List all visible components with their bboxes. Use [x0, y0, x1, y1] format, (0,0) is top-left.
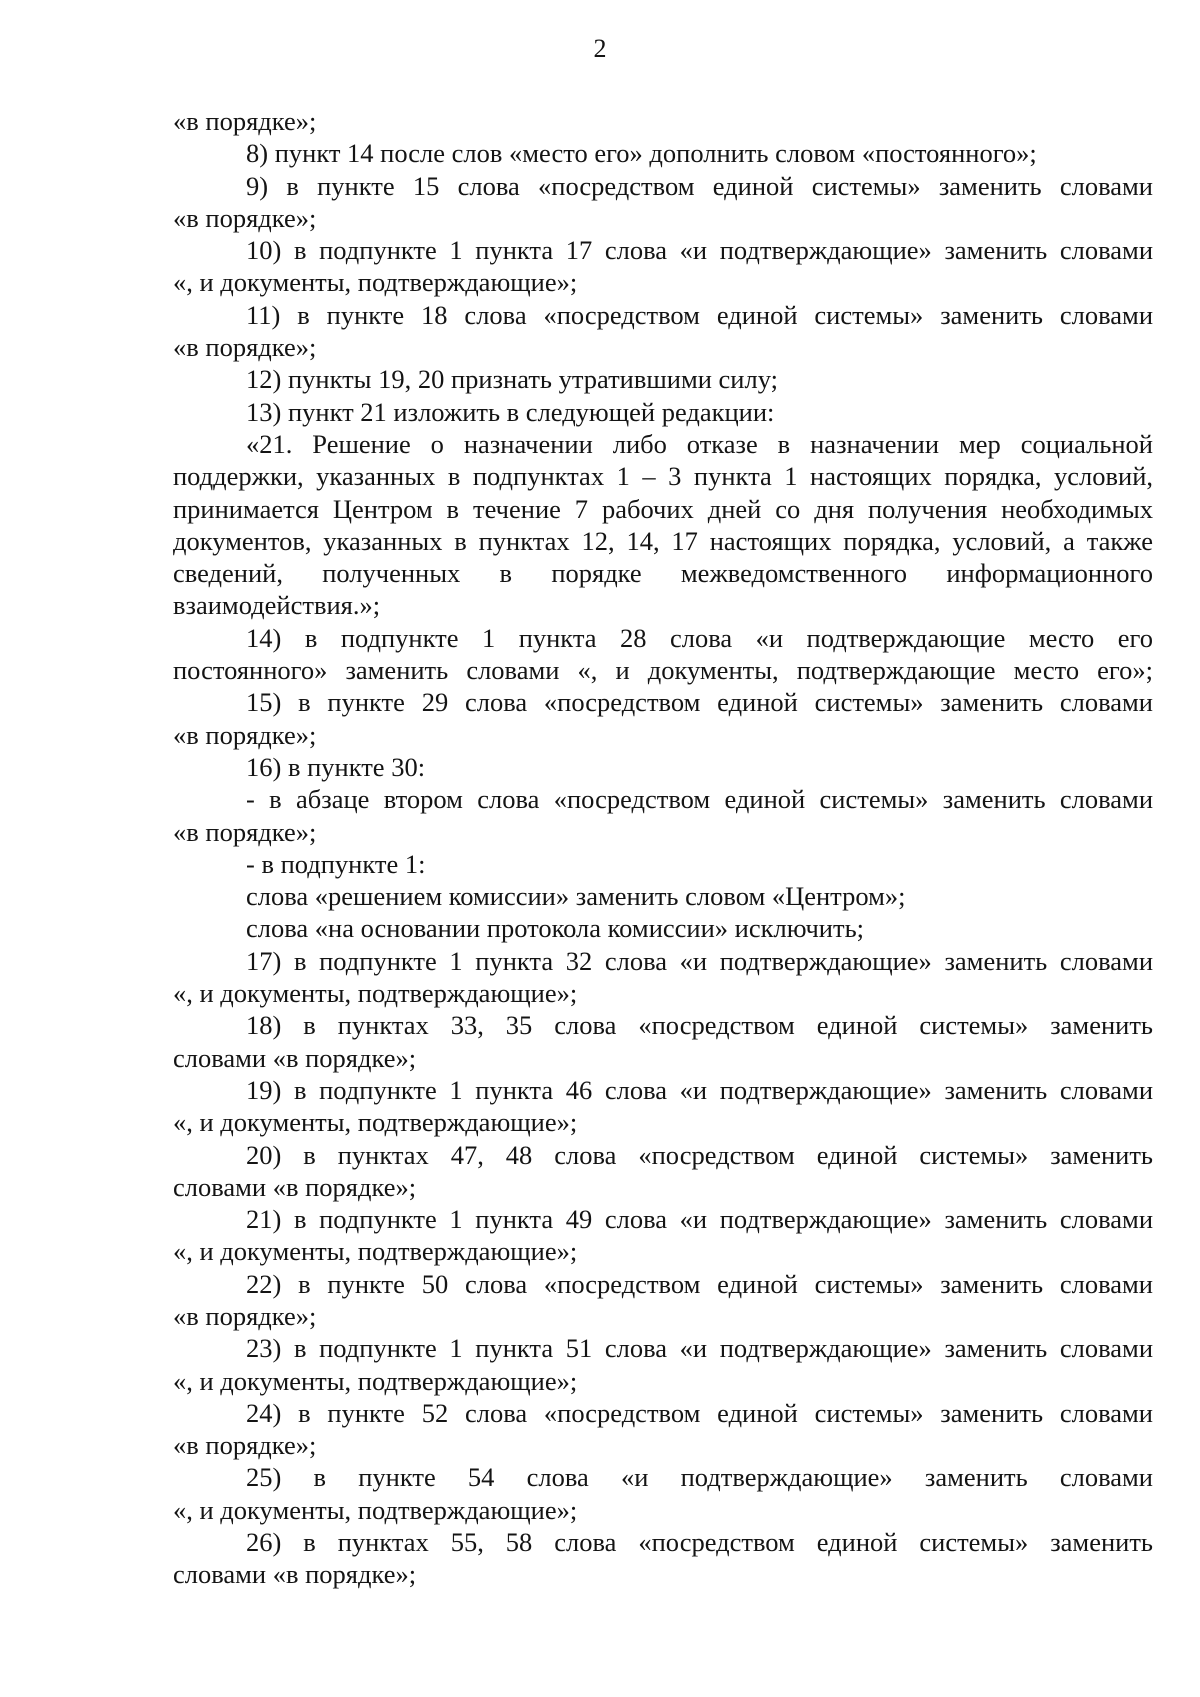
text-line: 13) пункт 21 изложить в следующей редакции: [246, 396, 775, 427]
text-line: 18) в пунктах 33, 35 слова «посредством единой системы» заменить [246, 1010, 1153, 1041]
text-line: 10) в подпункте 1 пункта 17 слова «и подтверждающие» заменить словами [246, 235, 1153, 266]
text-line: принимается Центром в течение 7 рабочих дней со дня получения необходимых [173, 493, 1153, 524]
text-line: - в подпункте 1: [246, 848, 426, 879]
text-line: 15) в пункте 29 слова «посредством единой системы» заменить словами [246, 687, 1153, 718]
text-line: слова «решением комиссии» заменить словом «Центром»; [246, 881, 906, 912]
text-line: 8) пункт 14 после слов «место его» дополнить словом «постоянного»; [246, 138, 1037, 169]
text-line: 19) в подпункте 1 пункта 46 слова «и подтверждающие» заменить словами [246, 1074, 1153, 1105]
text-line: 16) в пункте 30: [246, 751, 426, 782]
text-line: «в порядке»; [173, 1300, 317, 1331]
text-line: 20) в пунктах 47, 48 слова «посредством единой системы» заменить [246, 1139, 1153, 1170]
document-body [173, 105, 1153, 1591]
text-line: взаимодействия.»; [173, 590, 381, 621]
text-line: «, и документы, подтверждающие»; [173, 1107, 578, 1138]
text-line: 25) в пункте 54 слова «и подтверждающие» заменить словами [246, 1462, 1153, 1493]
text-line: 24) в пункте 52 слова «посредством единой системы» заменить словами [246, 1397, 1153, 1428]
text-line: словами «в порядке»; [173, 1042, 417, 1073]
text-line: постоянного» заменить словами «, и документы, подтверждающие место его»; [173, 655, 1153, 686]
text-line: словами «в порядке»; [173, 1171, 417, 1202]
text-line: «в порядке»; [173, 719, 317, 750]
text-line: 21) в подпункте 1 пункта 49 слова «и подтверждающие» заменить словами [246, 1204, 1153, 1235]
text-line: «, и документы, подтверждающие»; [173, 1494, 578, 1525]
text-line: поддержки, указанных в подпунктах 1 – 3 пункта 1 настоящих порядка, условий, [173, 461, 1153, 492]
text-line: 22) в пункте 50 слова «посредством единой системы» заменить словами [246, 1268, 1153, 1299]
text-line: «, и документы, подтверждающие»; [173, 267, 578, 298]
text-line: 12) пункты 19, 20 признать утратившими силу; [246, 364, 778, 395]
text-line: 9) в пункте 15 слова «посредством единой системы» заменить словами [246, 170, 1153, 201]
text-line: 17) в подпункте 1 пункта 32 слова «и подтверждающие» заменить словами [246, 945, 1153, 976]
text-line: «, и документы, подтверждающие»; [173, 978, 578, 1009]
text-line: «, и документы, подтверждающие»; [173, 1236, 578, 1267]
text-line: 14) в подпункте 1 пункта 28 слова «и подтверждающие место его [246, 622, 1153, 653]
text-line: 23) в подпункте 1 пункта 51 слова «и подтверждающие» заменить словами [246, 1333, 1153, 1364]
text-line: «, и документы, подтверждающие»; [173, 1365, 578, 1396]
text-line: «в порядке»; [173, 1430, 317, 1461]
text-line: «21. Решение о назначении либо отказе в назначении мер социальной [246, 428, 1153, 459]
text-line: «в порядке»; [173, 202, 317, 233]
text-line: 11) в пункте 18 слова «посредством единой системы» заменить словами [246, 299, 1153, 330]
text-line: «в порядке»; [173, 332, 317, 363]
text-line: документов, указанных в пунктах 12, 14, 17 настоящих порядка, условий, а также [173, 525, 1153, 556]
text-line: «в порядке»; [173, 106, 317, 136]
page-number: 2 [593, 34, 607, 63]
text-line: слова «на основании протокола комиссии» исключить; [246, 913, 865, 944]
text-line: 26) в пунктах 55, 58 слова «посредством единой системы» заменить [246, 1527, 1153, 1558]
text-line: - в абзаце втором слова «посредством единой системы» заменить словами [246, 784, 1153, 815]
text-line: сведений, полученных в порядке межведомственного информационного [173, 558, 1153, 589]
text-line: словами «в порядке»; [173, 1559, 417, 1590]
text-line: «в порядке»; [173, 816, 317, 847]
